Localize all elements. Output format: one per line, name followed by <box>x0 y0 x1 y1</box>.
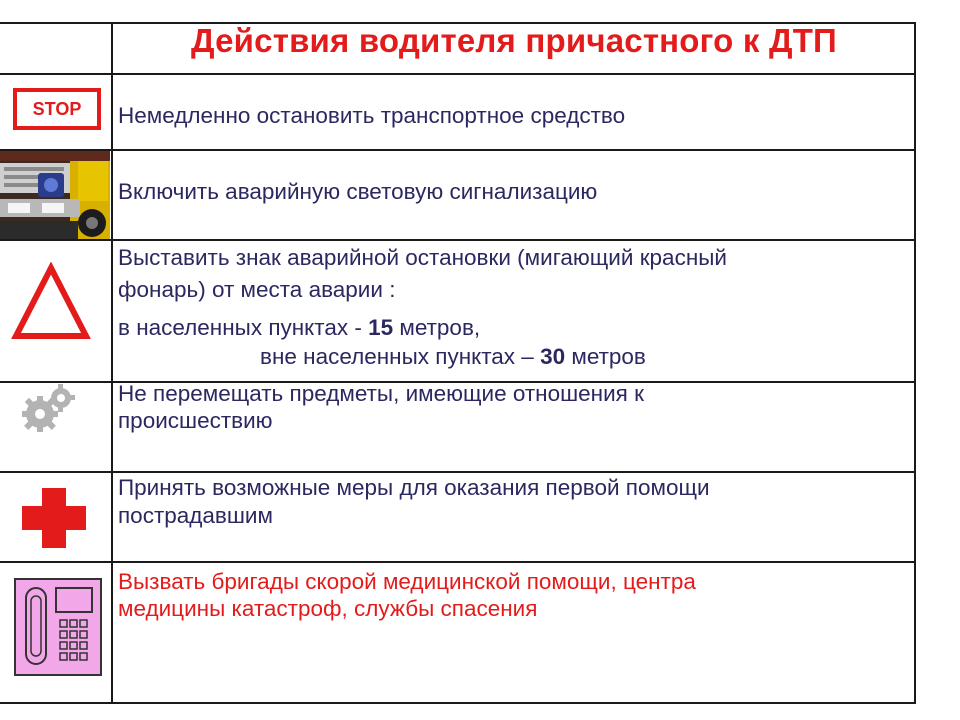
page-title: Действия водителя причастного к ДТП <box>191 22 837 59</box>
warning-triangle-icon <box>10 262 92 342</box>
distance-urban-unit: метров, <box>393 315 481 340</box>
distance-urban-label: в населенных пунктах - <box>118 315 369 340</box>
distance-rural-unit: метров <box>565 344 646 369</box>
table-row-divider <box>0 561 916 563</box>
car-hazard-lights-icon <box>0 151 110 239</box>
action-stop-vehicle: Немедленно остановить транспортное средство <box>118 103 626 128</box>
distance-rural-value: 30 <box>540 344 566 369</box>
action-first-aid-line2: пострадавшим <box>118 503 273 528</box>
telephone-icon <box>14 578 102 676</box>
table-row-divider <box>0 471 916 473</box>
stop-sign-label: STOP <box>32 98 82 119</box>
action-warning-sign-line1: Выставить знак аварийной остановки (мигающий красный <box>118 245 727 270</box>
table-column-divider <box>111 22 113 704</box>
table-row-divider <box>0 73 916 75</box>
action-call-services-line2: медицины катастроф, службы спасения <box>118 596 538 621</box>
action-call-services-line1: Вызвать бригады скорой медицинской помощи, центра <box>118 569 696 594</box>
action-warning-sign-line2: фонарь) от места аварии : <box>118 277 396 302</box>
stop-sign-icon <box>13 88 101 130</box>
table-border-right <box>914 22 916 704</box>
gears-icon <box>20 384 76 436</box>
distance-urban-value: 15 <box>368 315 394 340</box>
table-row-divider <box>0 149 916 151</box>
distance-urban <box>118 314 898 342</box>
red-cross-icon <box>22 488 86 548</box>
distance-rural <box>260 343 860 371</box>
table-border-bottom <box>0 702 916 704</box>
distance-rural-label: вне населенных пунктах – <box>260 344 541 369</box>
action-first-aid-line1: Принять возможные меры для оказания первой помощи <box>118 475 710 500</box>
action-do-not-move-line1: Не перемещать предметы, имеющие отношения к <box>118 381 644 406</box>
table-row-divider <box>0 239 916 241</box>
action-hazard-lights: Включить аварийную световую сигнализацию <box>118 179 598 204</box>
action-do-not-move-line2: происшествию <box>118 408 273 433</box>
